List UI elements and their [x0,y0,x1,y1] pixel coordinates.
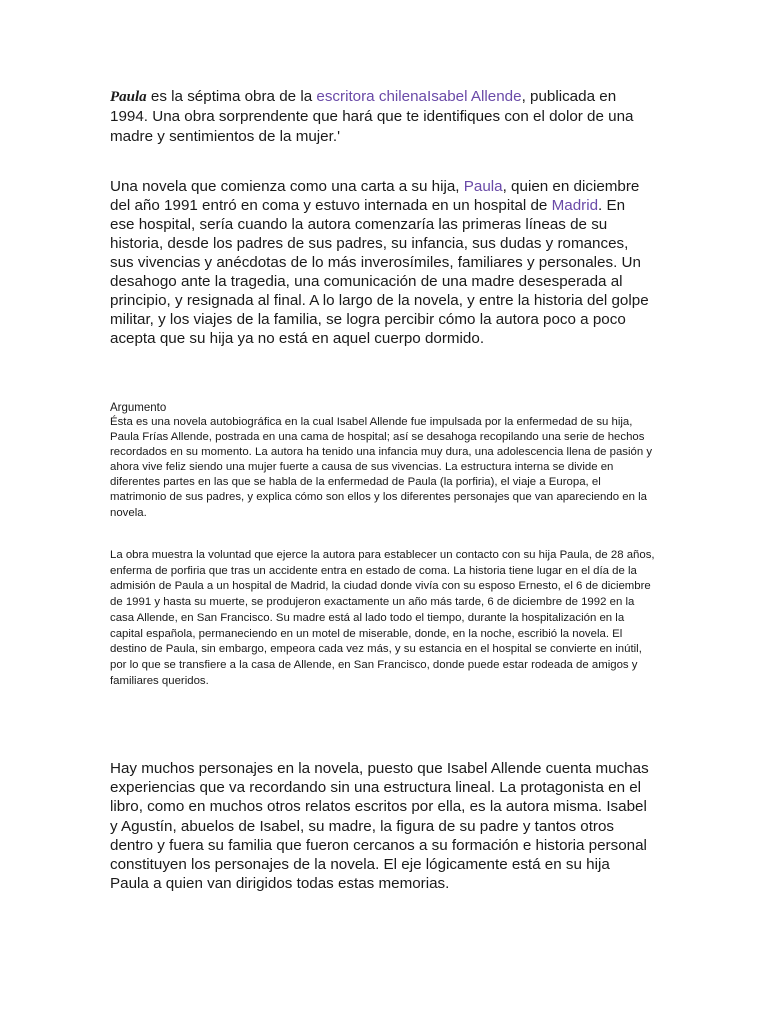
summary-text-2: , quien en diciembre del año 1991 entró en coma y estuvo internada en un hospital de [110,178,640,214]
book-title: Paula [110,89,147,105]
paula-link[interactable]: Paula [463,178,503,195]
intro-text-2: , publicada en 1994. Una obra sorprendente que hará que te identifiques con el dolor de una madre y sentimientos de la mujer.' [110,88,634,145]
author-link[interactable]: escritora chilenaIsabel Allende [316,88,522,105]
summary-text-3: . En ese hospital, sería cuando la autora comenzaría las primeras líneas de su historia, desde los padres de sus padres, su infancia, sus dudas y romances, sus vivencias y anécdotas de lo más inverosímiles, familiares y personales. Un desahogo ante la tragedia, una comunicación de una madre desesperada al principio, y resignada al final. A lo largo de la novela, y entre la historia del golpe militar, y los viajes de la familia, se logra percibir cómo la autora poco a poco acepta que su hija ya no está en aquel cuerpo dormido. [110,197,649,347]
argumento-paragraph-1: Ésta es una novela autobiográfica en la cual Isabel Allende fue impulsada por la enfermedad de su hija, Paula Frías Allende, postrada en una cama de hospital; así se desahoga recopilando una serie de hechos recordados en su momento. La autora ha tenido una infancia muy dura, una adolescencia llena de pasión y ahora vive feliz siendo una mujer fuerte a causa de sus vivencias. La estructura interna se divide en diferentes partes en las que se habla de la enfermedad de Paula (la porfiria), el viaje a Europa, el matrimonio de sus padres, y explica cómo son ellos y los diferentes personajes que van apareciendo en la novela. [110,416,653,519]
argumento-paragraph-2: La obra muestra la voluntad que ejerce la autora para establecer un contacto con su hija Paula, de 28 años, enferma de porfiria que tras un accidente entra en estado de coma. La historia tiene lugar en el día de la admisión de Paula a un hospital de Madrid, la ciudad donde vivía con su esposo Ernesto, el 6 de diciembre de 1991 y hasta su muerte, se produjeron exactamente un año más tarde, 6 de diciembre de 1992 en la casa Allende, en San Francisco. Su madre está al lado todo el tiempo, durante la hospitalización en la capital española, permaneciendo en un motel de miserable, donde, en la noche, escribió la novela. El destino de Paula, sin embargo, empeora cada vez más, y su estancia en el hospital se convierte en inútil, por lo que se transfiere a la casa de Allende, en San Francisco, donde puede estar rodeada de amigos y familiares queridos. [110,549,655,687]
argumento-heading: Argumento [110,402,167,414]
characters-paragraph: Hay muchos personajes en la novela, puesto que Isabel Allende cuenta muchas experiencias que va recordando sin una estructura lineal. La protagonista en el libro, como en muchos otros relatos escritos por ella, es la autora misma. Isabel y Agustín, abuelos de Isabel, su madre, la figura de su padre y tantos otros dentro y fuera su familia que fueron cercanos a su formación e historia personal constituyen los personajes de la novela. El eje lógicamente está en su hija Paula a quien van dirigidos todas estas memorias. [110,760,649,893]
intro-text-1: es la séptima obra de la [146,88,317,105]
madrid-link[interactable]: Madrid [551,197,599,214]
summary-text-1: Una novela que comienza como una carta a su hija, [110,178,464,195]
intro-paragraph [110,87,650,147]
summary-paragraph [110,177,650,348]
